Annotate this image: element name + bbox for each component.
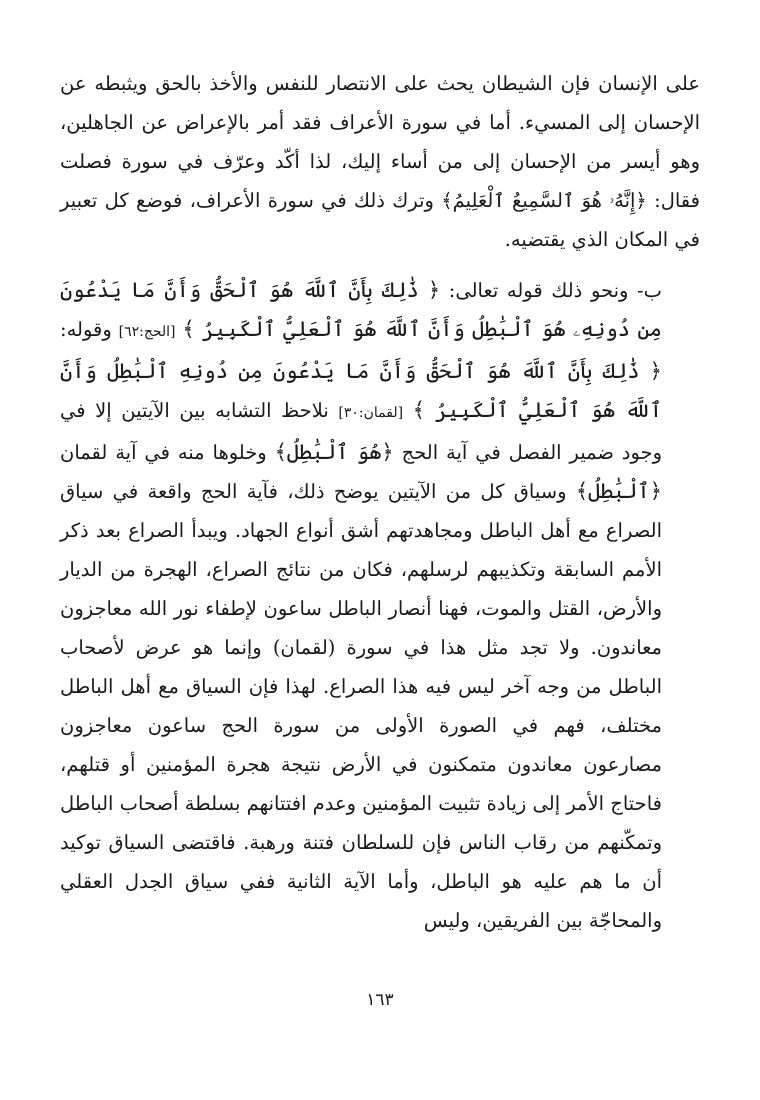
quran-phrase-al-batil: ﴿ٱلْبَٰطِلُ﴾	[575, 479, 662, 503]
paragraph-2-text-b: وخلوها منه في آية لقمان	[60, 441, 267, 464]
quran-phrase-huwa-al-batil: ﴿هُوَ ٱلْبَٰطِلُ﴾	[274, 440, 394, 464]
paragraph-1-text: على الإنسان فإن الشيطان يحث على الانتصار للنفس والأخذ بالحق ويثبطه عن الإحسان إلى المسيء. أما في سورة الأعراف فقد أمر بالإعراض عن الجاهلين، وهو أيسر من الإحسان إلى من أساء إليك، لذا أكّد وعرّف في سورة فصلت فقال: ﴿إِنَّهُۥ هُوَ ٱلسَّمِيعُ ٱلْعَلِيمُ﴾ وترك ذلك في سورة الأعراف، فوضع كل تعبير في المكان الذي يقتضيه.	[60, 72, 700, 251]
paragraph-2-intro: ب- ونحو ذلك قوله تعالى:	[448, 279, 662, 302]
quran-verse-hajj: ﴿ ذَٰلِكَ بِأَنَّ ٱللَّهَ هُوَ ٱلْحَقُّ وَأَنَّ مَا يَدْعُونَ مِن دُونِهِۦ هُوَ ٱلْبَٰطِلُ وَأَنَّ ٱللَّهَ هُوَ ٱلْعَلِيُّ ٱلْكَبِيرُ ﴾	[60, 278, 662, 341]
paragraph-2	[60, 271, 700, 940]
quran-verse-luqman: ﴿ ذَٰلِكَ بِأَنَّ ٱللَّهَ هُوَ ٱلْحَقُّ وَأَنَّ مَا يَدْعُونَ مِن دُونِهِ ٱلْبَٰطِلُ وَأَنَّ ٱللَّهَ هُوَ ٱلْعَلِيُّ ٱلْكَبِيرُ ﴾	[60, 359, 663, 422]
paragraph-2-text-c: وسياق كل من الآيتين يوضح ذلك، فآية الحج واقعة في سياق الصراع مع أهل الباطل ومجاهدتهم أشق أنواع الجهاد. ويبدأ الصراع بعد ذكر الأمم السابقة وتكذيبهم لرسلهم، فكان من نتائج الصراع، الهجرة من الديار والأرض، القتل والموت، فهنا أنصار الباطل ساعون لإطفاء نور الله معاجزون معاندون. ولا تجد مثل هذا في سورة (لقمان) وإنما هو عرض لأصحاب الباطل من وجه آخر ليس فيه هذا الصراع. لهذا فإن السياق مع أهل الباطل مختلف، فهم في الصورة الأولى من سورة الحج ساعون معاجزون مصارعون معاندون متمكنون في الأرض نتيجة هجرة المؤمنين أو قتلهم، فاحتاج الأمر إلى زيادة تثبيت المؤمنين وعدم افتتانهم بسلطة أصحاب الباطل وتمكّنهم من رقاب الناس فإن للسلطان فتنة ورهبة. فاقتضى السياق توكيد أن ما هم عليه هو الباطل، وأما الآية الثانية ففي سياق الجدل العقلي والمحاجّة بين الفريقين، وليس	[59, 480, 662, 932]
page-number: ١٦٣	[366, 990, 394, 1010]
body-text	[60, 64, 700, 940]
verse-reference-hajj: [الحج:٦٢]	[118, 324, 176, 340]
paragraph-2-text-a: نلاحظ التشابه بين الآيتين إلا في وجود ضمير الفصل في آية الحج	[60, 399, 663, 464]
paragraph-2-and: وقوله:	[60, 318, 112, 341]
paragraph-1	[60, 64, 700, 259]
verse-reference-luqman: [لقمان:٣٠]	[338, 405, 404, 421]
